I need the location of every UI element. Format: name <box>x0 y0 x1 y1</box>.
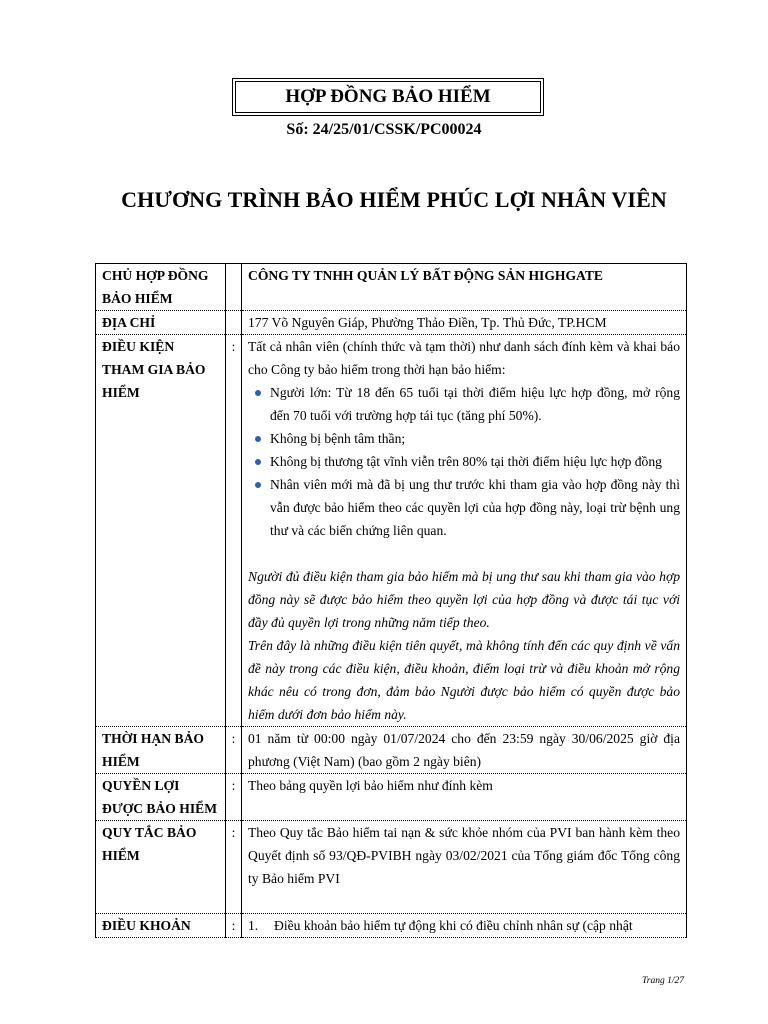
value-rules <box>242 821 687 914</box>
program-title: CHƯƠNG TRÌNH BẢO HIỂM PHÚC LỢI NHÂN VIÊN <box>121 187 667 212</box>
row-rules <box>96 821 687 914</box>
label-owner: CHỦ HỢP ĐỒNG BẢO HIỂM <box>96 264 226 311</box>
row-owner <box>96 264 687 311</box>
label-benefits: QUYỀN LỢI ĐƯỢC BẢO HIỂM <box>96 774 226 821</box>
label-term: THỜI HẠN BẢO HIỂM <box>96 727 226 774</box>
clause-number: 1. <box>248 918 259 933</box>
row-conditions <box>96 335 687 727</box>
colon: : <box>226 821 242 914</box>
colon <box>226 264 242 311</box>
contract-info-table <box>95 263 687 938</box>
value-address: 177 Võ Nguyên Giáp, Phường Thảo Điền, Tp. Thủ Đức, TP.HCM <box>242 311 687 335</box>
row-clauses <box>96 914 687 938</box>
conditions-note-2: Trên đây là những điều kiện tiên quyết, mà không tính đến các quy định về vấn đề này trong các điều kiện, điều khoản, điểm loại trừ và điều khoản mở rộng khác nêu có trong đơn, đảm bảo Người được bảo hiểm có quyền được bảo hiểm dưới đơn bảo hiểm này. <box>248 638 680 722</box>
title-box <box>232 78 544 116</box>
list-item: Không bị bệnh tâm thần; <box>264 427 680 450</box>
label-address: ĐỊA CHỈ <box>96 311 226 335</box>
clause-text: Điều khoản bảo hiểm tự động khi có điều chỉnh nhân sự (cập nhật <box>274 918 633 933</box>
rules-text: Theo Quy tắc Bảo hiểm tai nạn & sức khỏe nhóm của PVI ban hành kèm theo Quyết định số 93/QĐ-PVIBH ngày 03/02/2021 của Tổng giám đốc Tổng công ty Bảo hiểm PVI <box>248 825 680 886</box>
clause-item <box>248 914 680 937</box>
colon: : <box>226 335 242 727</box>
label-clauses: ĐIỀU KHOẢN <box>96 914 226 938</box>
value-conditions <box>242 335 687 727</box>
value-benefits: Theo bảng quyền lợi bảo hiểm như đính kèm <box>242 774 687 821</box>
value-owner: CÔNG TY TNHH QUẢN LÝ BẤT ĐỘNG SẢN HIGHGATE <box>242 264 687 311</box>
row-address <box>96 311 687 335</box>
row-term <box>96 727 687 774</box>
contract-number: Số: 24/25/01/CSSK/PC00024 <box>286 121 482 138</box>
value-clauses <box>242 914 687 938</box>
label-rules: QUY TẮC BẢO HIỂM <box>96 821 226 914</box>
list-item: Người lớn: Từ 18 đến 65 tuổi tại thời điểm hiệu lực hợp đồng, mở rộng đến 70 tuổi với trường hợp tái tục (tăng phí 50%). <box>264 381 680 427</box>
row-benefits <box>96 774 687 821</box>
colon: : <box>226 774 242 821</box>
colon: : <box>226 914 242 938</box>
conditions-list <box>248 381 680 542</box>
colon <box>226 311 242 335</box>
conditions-intro: Tất cả nhân viên (chính thức và tạm thời) như danh sách đính kèm và khai báo cho Công ty bảo hiểm trong thời hạn bảo hiểm: <box>248 339 680 377</box>
conditions-note-1: Người đủ điều kiện tham gia bảo hiểm mà bị ung thư sau khi tham gia vào hợp đồng này sẽ được bảo hiểm theo quyền lợi của hợp đồng và được tái tục với đầy đủ quyền lợi trong những năm tiếp theo. <box>248 569 680 630</box>
label-conditions: ĐIỀU KIỆN THAM GIA BẢO HIỂM <box>96 335 226 727</box>
value-term: 01 năm từ 00:00 ngày 01/07/2024 cho đến 23:59 ngày 30/06/2025 giờ địa phương (Việt Nam) (bao gồm 2 ngày biên) <box>242 727 687 774</box>
spacer <box>248 542 680 565</box>
colon: : <box>226 727 242 774</box>
page-number: Trang 1/27 <box>642 976 684 986</box>
list-item: Không bị thương tật vĩnh viễn trên 80% tại thời điểm hiệu lực hợp đồng <box>264 450 680 473</box>
document-title: HỢP ĐỒNG BẢO HIỂM <box>235 81 541 113</box>
list-item: Nhân viên mới mà đã bị ung thư trước khi tham gia vào hợp đồng này thì vẫn được bảo hiểm theo các quyền lợi của hợp đồng này, loại trừ bệnh ung thư và các biến chứng liên quan. <box>264 473 680 542</box>
spacer <box>248 890 680 913</box>
